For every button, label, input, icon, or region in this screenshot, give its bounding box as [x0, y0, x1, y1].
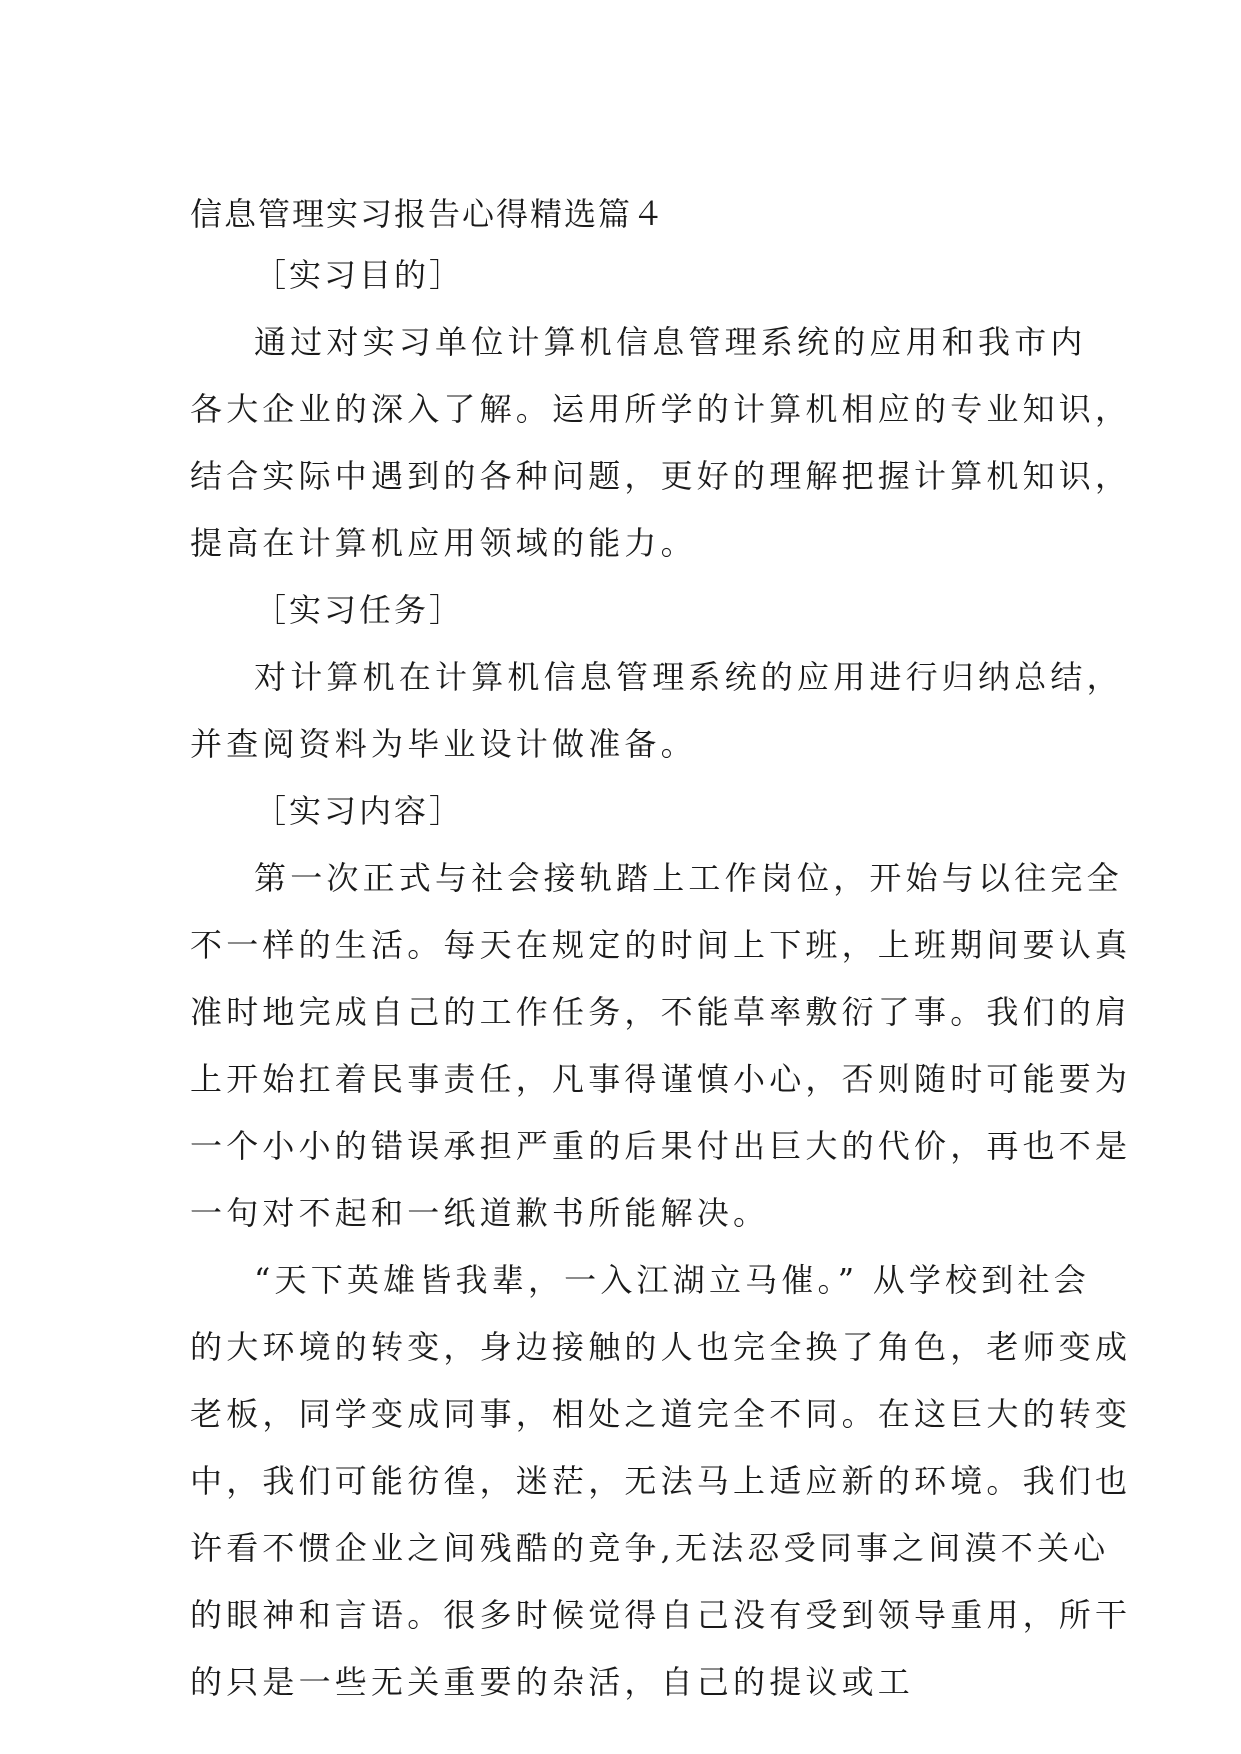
paragraph-line: 上开始扛着民事责任，凡事得谨慎小心，否则随时可能要为: [190, 1060, 1132, 1098]
paragraph-line: 并查阅资料为毕业设计做准备。: [190, 725, 697, 763]
section-heading-content: ［实习内容］: [254, 792, 465, 830]
paragraph-line: 通过对实习单位计算机信息管理系统的应用和我市内: [254, 323, 1087, 361]
paragraph-line: 一个小小的错误承担严重的后果付出巨大的代价，再也不是: [190, 1127, 1132, 1165]
paragraph-line: 提高在计算机应用领域的能力。: [190, 524, 697, 562]
paragraph-line: “天下英雄皆我辈，一入江湖立马催。” 从学校到社会: [254, 1261, 1090, 1299]
paragraph-line: 结合实际中遇到的各种问题，更好的理解把握计算机知识，: [190, 457, 1132, 495]
paragraph-line: 的眼神和言语。很多时候觉得自己没有受到领导重用，所干: [190, 1596, 1132, 1634]
paragraph-line: 中，我们可能彷徨，迷茫，无法马上适应新的环境。我们也: [190, 1462, 1132, 1500]
paragraph-line: 准时地完成自己的工作任务，不能草率敷衍了事。我们的肩: [190, 993, 1132, 1031]
document-title: 信息管理实习报告心得精选篇４: [190, 195, 667, 233]
document-page: [190, 186, 1132, 1716]
paragraph-line: 一句对不起和一纸道歉书所能解决。: [190, 1194, 770, 1232]
paragraph-line: 各大企业的深入了解。运用所学的计算机相应的专业知识，: [190, 390, 1132, 428]
paragraph-line: 第一次正式与社会接轨踏上工作岗位，开始与以往完全: [254, 859, 1123, 897]
section-heading-purpose: ［实习目的］: [254, 256, 465, 294]
paragraph-line: 许看不惯企业之间残酷的竞争,无法忍受同事之间漠不关心: [190, 1529, 1110, 1567]
section-heading-task: ［实习任务］: [254, 591, 465, 629]
paragraph-line: 对计算机在计算机信息管理系统的应用进行归纳总结，: [254, 658, 1123, 696]
paragraph-line: 老板，同学变成同事，相处之道完全不同。在这巨大的转变: [190, 1395, 1132, 1433]
paragraph-line: 的只是一些无关重要的杂活，自己的提议或工: [190, 1663, 915, 1701]
paragraph-line: 不一样的生活。每天在规定的时间上下班，上班期间要认真: [190, 926, 1132, 964]
paragraph-line: 的大环境的转变，身边接触的人也完全换了角色，老师变成: [190, 1328, 1132, 1366]
